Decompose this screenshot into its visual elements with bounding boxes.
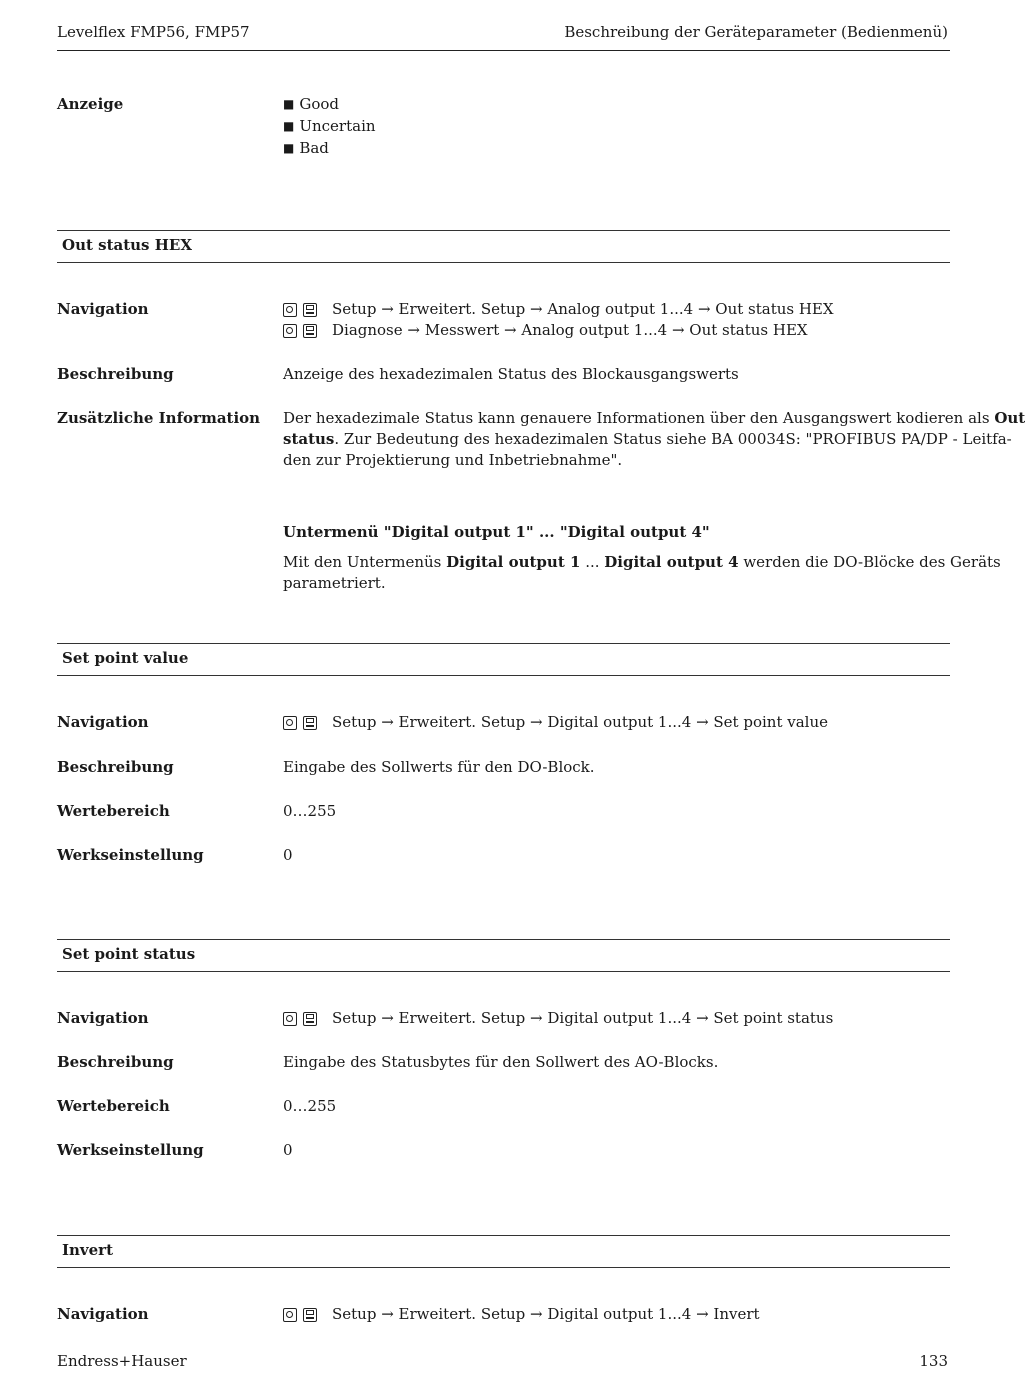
display-icon <box>303 716 317 730</box>
beschreibung-text: Anzeige des hexadezimalen Status des Blockausgangswerts <box>283 365 739 383</box>
nav-path: Setup → Erweitert. Setup → Digital output 1...4 → Set point value <box>283 712 945 733</box>
header-product: Levelflex FMP56, FMP57 <box>57 23 250 41</box>
navigation-paths <box>283 1008 945 1029</box>
werkseinstellung-value: 0 <box>283 846 293 864</box>
display-icon <box>303 1308 317 1322</box>
display-icon <box>303 1012 317 1026</box>
werkseinstellung-value: 0 <box>283 1141 293 1159</box>
zusaetzliche-information-text: Der hexadezimale Status kann genauere Informationen über den Ausgangswert kodieren als Out status. Zur Bedeutung des hexadezimalen Status siehe BA 00034S: "PROFIBUS PA/DP - Leitfa- den zur Projektierung und Inbetriebnahme". <box>283 409 1025 469</box>
display-icon <box>303 324 317 338</box>
section-invert <box>57 1235 950 1268</box>
page-number: 133 <box>919 1352 948 1370</box>
operating-tool-icon <box>283 324 297 338</box>
wertebereich-value: 0…255 <box>283 1097 337 1115</box>
beschreibung-label: Beschreibung <box>57 758 174 776</box>
nav-path: Setup → Erweitert. Setup → Analog output 1...4 → Out status HEX <box>283 299 945 320</box>
display-icon <box>303 303 317 317</box>
operating-tool-icon <box>283 716 297 730</box>
beschreibung-text: Eingabe des Sollwerts für den DO-Block. <box>283 758 595 776</box>
operating-tool-icon <box>283 303 297 317</box>
beschreibung-label: Beschreibung <box>57 365 174 383</box>
zusaetzliche-information-label: Zusätzliche Information <box>57 409 261 427</box>
nav-path: Diagnose → Messwert → Analog output 1...4 → Out status HEX <box>283 320 945 341</box>
navigation-label: Navigation <box>57 1009 149 1027</box>
header-chapter: Beschreibung der Geräteparameter (Bedienmenü) <box>564 23 948 41</box>
wertebereich-label: Wertebereich <box>57 1097 170 1115</box>
section-title: Invert <box>62 1241 114 1259</box>
list-item: ■ Good <box>283 94 945 116</box>
list-item: ■ Uncertain <box>283 116 945 138</box>
wertebereich-label: Wertebereich <box>57 802 170 820</box>
operating-tool-icon <box>283 1012 297 1026</box>
section-title: Out status HEX <box>62 236 192 254</box>
section-title: Set point value <box>62 649 189 667</box>
beschreibung-text: Eingabe des Statusbytes für den Sollwert des AO-Blocks. <box>283 1053 719 1071</box>
beschreibung-label: Beschreibung <box>57 1053 174 1071</box>
submenu-title: Untermenü "Digital output 1" ... "Digital output 4" <box>283 523 710 541</box>
section-title: Set point status <box>62 945 196 963</box>
anzeige-label: Anzeige <box>57 95 124 113</box>
werkseinstellung-label: Werkseinstellung <box>57 846 204 864</box>
footer-brand: Endress+Hauser <box>57 1352 187 1370</box>
nav-path: Setup → Erweitert. Setup → Digital output 1...4 → Invert <box>283 1304 945 1325</box>
section-out-status-hex <box>57 230 950 263</box>
wertebereich-value: 0…255 <box>283 802 337 820</box>
operating-tool-icon <box>283 1308 297 1322</box>
submenu-text: Mit den Untermenüs Digital output 1 ... Digital output 4 werden die DO-Blöcke des Geräts parametriert. <box>283 553 1001 592</box>
navigation-label: Navigation <box>57 300 149 318</box>
section-set-point-value <box>57 643 950 676</box>
werkseinstellung-label: Werkseinstellung <box>57 1141 204 1159</box>
navigation-paths <box>283 1304 945 1325</box>
navigation-label: Navigation <box>57 1305 149 1323</box>
navigation-paths <box>283 299 945 341</box>
nav-path: Setup → Erweitert. Setup → Digital output 1...4 → Set point status <box>283 1008 945 1029</box>
section-set-point-status <box>57 939 950 972</box>
anzeige-list <box>283 94 945 160</box>
list-item: ■ Bad <box>283 138 945 160</box>
navigation-label: Navigation <box>57 713 149 731</box>
navigation-paths <box>283 712 945 733</box>
page-header <box>57 22 950 51</box>
